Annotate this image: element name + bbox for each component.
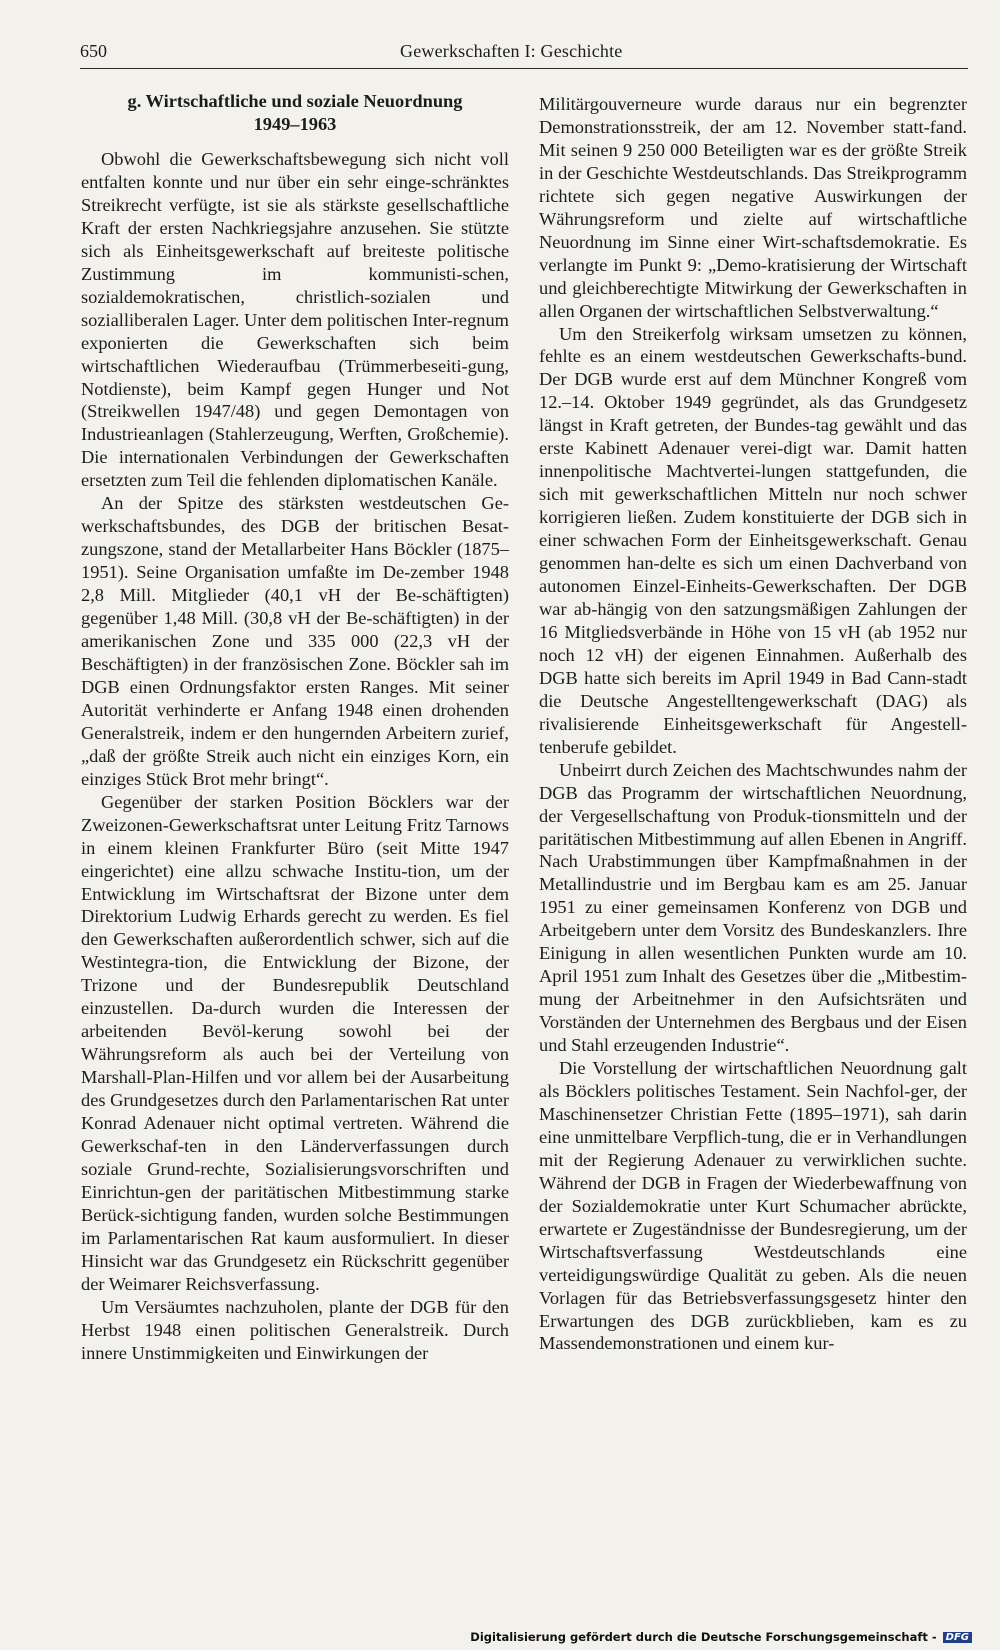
paragraph: Um den Streikerfolg wirksam umsetzen zu können, fehlte es an einem westdeutschen Gewerkschafts-bund. Der DGB wurde erst auf dem Münchner Kongreß vom 12.–14. Oktober 1949 gegründet, als das Grundgesetz längst in Kraft getreten, der Bundes-tag gewählt und das erste Kabinett Adenauer verei-digt war. Damit hatten innenpolitische Machtvertei-lungen stattgefunden, die sich mit gewerkschaftlichen Mitteln nur noch schwer korrigieren ließen. Zudem konstituierte der DGB sich in einer schwachen Form der Einheitsgewerkschaft. Genau genommen han-delte es sich um einen Dachverband von autonomen Einzel-Einheits-Gewerkschaften. Der DGB war ab-hängig von den satzungsmäßigen Zahlungen der 16 Mitgliedsverbände in Höhe von 15 vH (ab 1952 nur noch 12 vH) der eigenen Einnahmen. Außerhalb des DGB hatte sich bereits im April 1949 in Bad Cann-stadt die Deutsche Angestelltengewerkschaft (DAG) als rivalisierende Einheitsgewerkschaft für Angestell-tenberufe gebildet.: [539, 323, 967, 757]
paragraph: An der Spitze des stärksten westdeutschen Ge-werkschaftsbundes, des DGB der britischen Besat-zungszone, stand der Metallarbeiter Hans Böckler (1875–1951). Seine Organisation umfaßte im De-zember 1948 2,8 Mill. Mitglieder (40,1 vH der Be-schäftigten) gegenüber 1,48 Mill. (30,8 vH der Be-schäftigten) in der amerikanischen Zone und 335 000 (22,3 vH der Beschäftigten) in der französischen Zone. Böckler sah im DGB einen Ordnungsfaktor ersten Ranges. Mit seiner Autorität verhinderte er Anfang 1948 einen drohenden Generalstreik, indem er den hungernden Arbeitern zurief, „daß der größte Streik auch nicht ein einziges Korn, ein einziges Stück Brot mehr bringt“.: [81, 493, 509, 789]
credit-text: Digitalisierung gefördert durch die Deutsche Forschungsgemeinschaft -: [470, 1630, 937, 1644]
digitization-credit: [470, 1630, 972, 1644]
page-number: 650: [80, 41, 107, 61]
paragraph: Die Vorstellung der wirtschaftlichen Neuordnung galt als Böcklers politisches Testament. Sein Nachfol-ger, der Maschinensetzer Christian Fette (1895–1971), sah darin eine unmittelbare Verpflich-tung, die er in Verhandlungen mit der Regierung Adenauer zu verwirklichen suchte. Während der DGB in Fragen der Wiederbewaffnung von der Sozialdemokratie unter Kurt Schumacher abrückte, erwartete er Zugeständnisse der Bundesregierung, um der Wirtschaftsverfassung Westdeutschlands eine verteidigungswürdige Qualität zu geben. Als die neuen Vorlagen für das Betriebsverfassungsgesetz hinter den Erwartungen des DGB zurückblieben, kam es zu Massendemonstrationen und einem kur-: [539, 1058, 967, 1354]
page-header: [80, 38, 968, 69]
paragraph: Unbeirrt durch Zeichen des Machtschwundes nahm der DGB das Programm der wirtschaftlichen Neuordnung, der Vergesellschaftung von Produk-tionsmitteln und der paritätischen Mitbestimmung auf allen Ebenen in Angriff. Nach Urabstimmungen über Kampfmaßnahmen in der Metallindustrie und im Bergbau kam es am 25. Januar 1951 zu einer gemeinsamen Konferenz von DGB und Arbeitgebern unter dem Vorsitz des Bundeskanzlers. Ihre Einigung in allen wesentlichen Punkten wurde am 10. April 1951 zum Inhalt des Gesetzes über die „Mitbestim-mung der Arbeitnehmer in den Aufsichtsräten und Vorständen der Unternehmen des Bergbaus und der Eisen und Stahl erzeugenden Industrie“.: [539, 759, 967, 1056]
paragraph: Obwohl die Gewerkschaftsbewegung sich nicht voll entfalten konnte und nur über ein sehr einge-schränktes Streikrecht verfügte, ist sie als stärkste gesellschaftliche Kraft der ersten Nachkriegsjahre anzusehen. Sie stützte sich als Einheitsgewerkschaft auf breiteste politische Zustimmung im kommunisti-schen, sozialdemokratischen, christlich-sozialen und sozialliberalen Lager. Unter dem politischen Inter-regnum exponierten die Gewerkschaften sich beim wirtschaftlichen Wiederaufbau (Trümmerbeseiti-gung, Notdienste), beim Kampf gegen Hunger und Not (Streikwellen 1947/48) und gegen Demontagen von Industrieanlagen (Stahlerzeugung, Werften, Großchemie). Die internationalen Verbindungen der Gewerkschaften ersetzten zum Teil die fehlenden diplomatischen Kanäle.: [81, 149, 509, 491]
section-heading-years: 1949–1963: [253, 114, 337, 134]
right-column: [539, 93, 967, 1355]
running-head: Gewerkschaften I: Geschichte: [400, 41, 623, 61]
paragraph: Militärgouverneure wurde daraus nur ein begrenzter Demonstrationsstreik, der am 12. November statt-fand. Mit seinen 9 250 000 Beteiligten war es der größte Streik in der Geschichte Westdeutschlands. Das Streikprogramm richtete sich gegen negative Auswirkungen der Währungsreform und zielte auf wirtschaftliche Neuordnung im Sinne einer Wirt-schaftsdemokratie. Es verlangte im Punkt 9: „Demo-kratisierung der Wirtschaft und gleichberechtigte Mitwirkung der Gewerkschaften in allen Organen der wirtschaftlichen Selbstverwaltung.“: [539, 94, 967, 321]
paragraph: Um Versäumtes nachzuholen, plante der DGB für den Herbst 1948 einen politischen Generalstreik. Durch innere Unstimmigkeiten und Einwirkungen der: [81, 1296, 509, 1363]
section-heading-title: g. Wirtschaftliche und soziale Neuordnung: [127, 91, 463, 111]
section-heading: [81, 90, 509, 136]
dfg-logo-icon: DFG: [943, 1632, 972, 1643]
left-column: [81, 90, 509, 1365]
paragraph: Gegenüber der starken Position Böcklers war der Zweizonen-Gewerkschaftsrat unter Leitung Fritz Tarnows in einem kleinen Frankfurter Büro (seit Mitte 1947 eingerichtet) eine allzu schwache Institu-tion, um der Entwicklung im Wirtschaftsrat der Bizone unter dem Direktorium Ludwig Erhards gerecht zu werden. Es fiel den Gewerkschaften außerordentlich schwer, sich auf die Westintegra-tion, die Entwicklung der Bizone, der Trizone und der Bundesrepublik Deutschland einzustellen. Da-durch wurden die Interessen der arbeitenden Bevöl-kerung sowohl bei der Währungsreform als auch bei der Verteilung von Marshall-Plan-Hilfen und vor allem bei der Ausarbeitung des Grundgesetzes durch den Parlamentarischen Rat unter Konrad Adenauer nicht optimal vertreten. Während die Gewerkschaf-ten in den Länderverfassungen durch soziale Grund-rechte, Sozialisierungsvorschriften und Einrichtun-gen der paritätischen Mitbestimmung starke Berück-sichtigung fanden, wurden solche Bestimmungen im Parlamentarischen Rat kaum ausformuliert. In dieser Hinsicht war das Grundgesetz ein Rückschritt gegenüber der Weimarer Reichsverfassung.: [81, 791, 509, 1294]
